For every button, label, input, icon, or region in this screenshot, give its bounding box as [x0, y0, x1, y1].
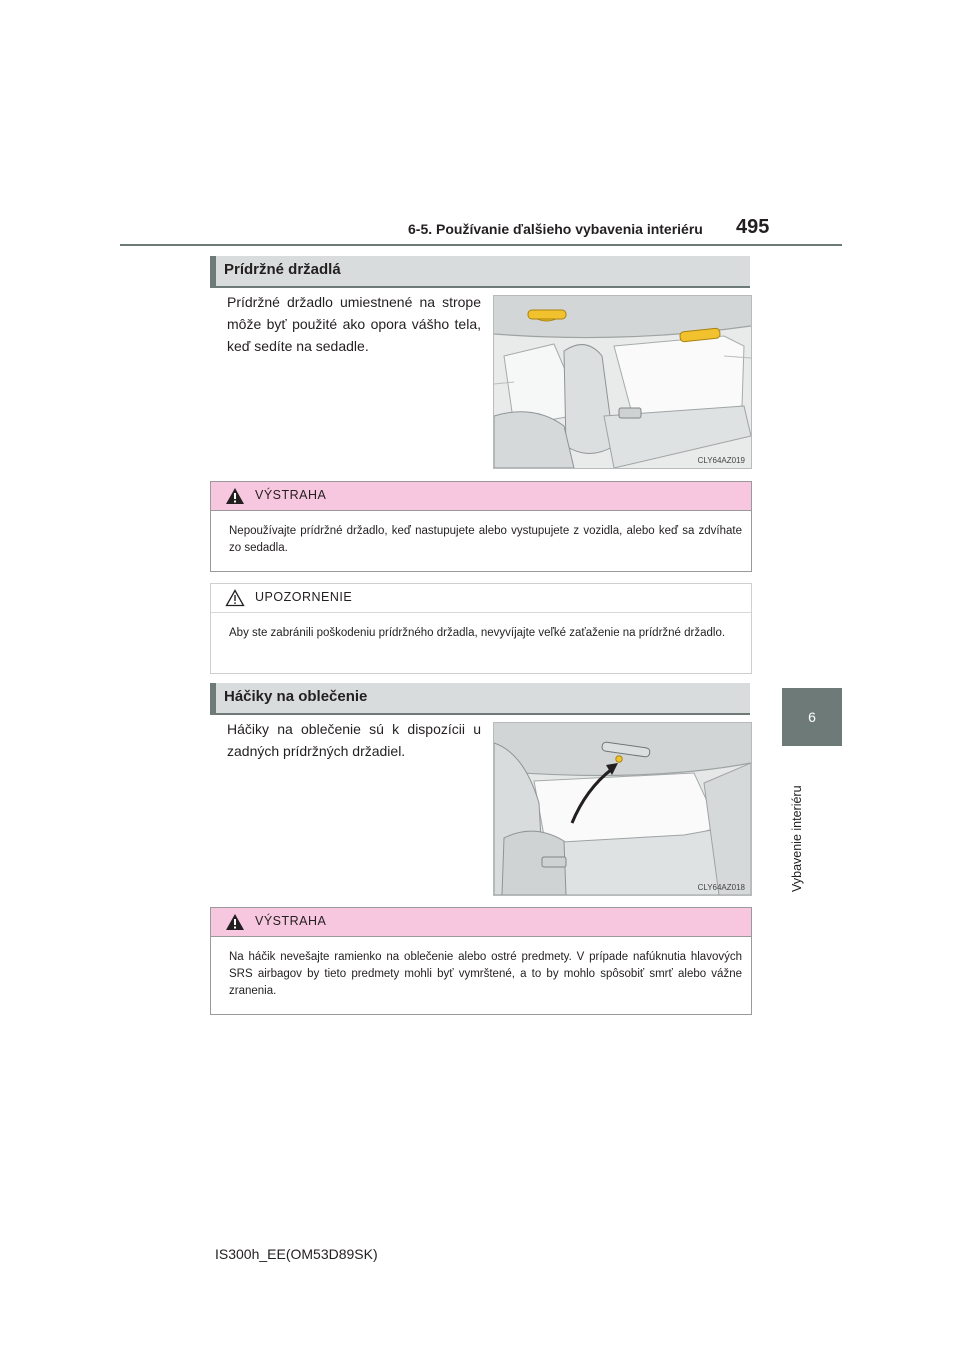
chapter-tab	[782, 688, 842, 746]
car-interior-ceiling-illustration	[494, 296, 751, 468]
caution-title: UPOZORNENIE	[255, 590, 353, 604]
section-heading-clothes-hooks	[210, 683, 750, 715]
footer-model-code: IS300h_EE(OM53D89SK)	[215, 1246, 378, 1262]
section-body-clothes-hooks: Háčiky na oblečenie sú k dispozícii u zadných prídržných držadiel.	[227, 721, 481, 759]
section-body-grab-handles: Prídržné držadlo umiestnené na strope môže byť použité ako opora vášho tela, keď sedíte na sedadle.	[227, 294, 481, 354]
image-code: CLY64AZ019	[697, 456, 745, 465]
warning-box	[210, 907, 752, 1015]
warning-box	[210, 481, 752, 572]
caution-text: Aby ste zabránili poškodeniu prídržného držadla, nevyvíjajte veľké zaťaženie na prídržné držadlo.	[229, 627, 726, 639]
chapter-number: 6	[808, 709, 816, 725]
page-number: 495	[736, 216, 770, 238]
caution-triangle-icon	[225, 589, 245, 607]
section-heading-text: Háčiky na oblečenie	[224, 688, 368, 705]
warning-header	[211, 482, 751, 511]
warning-title: VÝSTRAHA	[255, 914, 327, 928]
grab-handle-illustration	[493, 295, 752, 469]
warning-triangle-icon	[225, 913, 245, 931]
chapter-side-text: Vybavenie interiéru	[790, 785, 804, 892]
warning-text: Nepoužívajte prídržné držadlo, keď nastupujete alebo vystupujete z vozidla, alebo keď sa zdvíhate zo sedadla.	[229, 525, 742, 554]
warning-header	[211, 908, 751, 937]
caution-header	[211, 584, 751, 613]
warning-triangle-icon	[225, 487, 245, 505]
warning-title: VÝSTRAHA	[255, 488, 327, 502]
section-heading-grab-handles	[210, 256, 750, 288]
warning-text: Na háčik nevešajte ramienko na oblečenie alebo ostré predmety. V prípade nafúknutia hlavových SRS airbagov by tieto predmety mohli byť vymrštené, a to by mohlo spôsobiť smrť alebo vážne zranenia.	[229, 951, 742, 997]
section-heading-text: Prídržné držadlá	[224, 261, 341, 278]
chapter-side-label	[786, 780, 806, 892]
clothes-hook-illustration	[493, 722, 752, 896]
header-rule	[120, 244, 842, 246]
image-code: CLY64AZ018	[697, 883, 745, 892]
section-heading-accent	[210, 256, 216, 286]
caution-box	[210, 583, 752, 674]
car-rear-interior-illustration	[494, 723, 751, 895]
section-heading-accent	[210, 683, 216, 713]
running-header: 6-5. Používanie ďalšieho vybavenia interiéru	[408, 221, 703, 237]
